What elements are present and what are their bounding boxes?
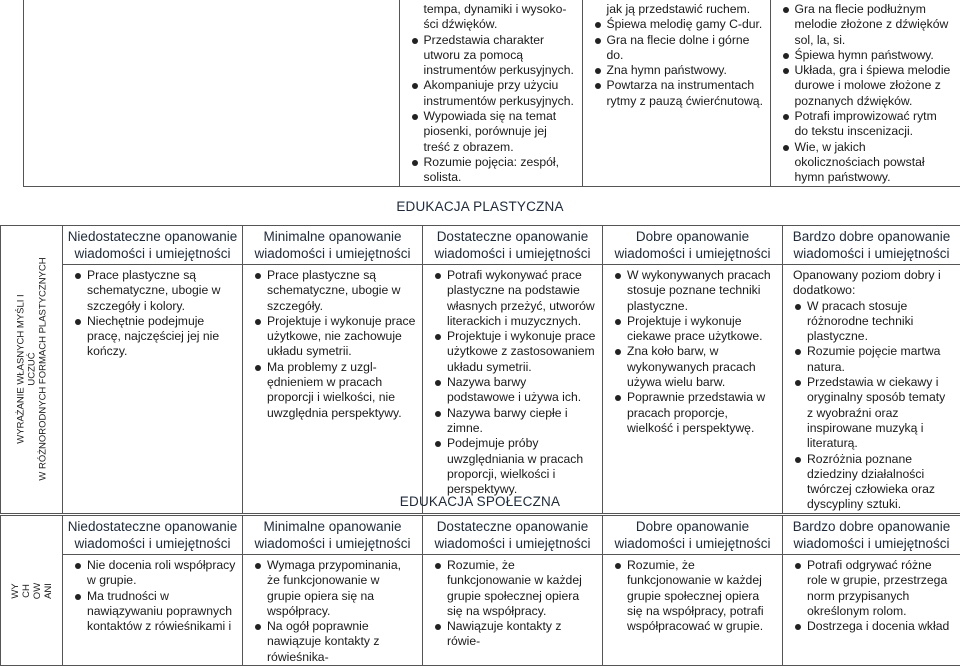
header-line: Dostateczne opanowanie [423,228,602,245]
list-item [410,17,576,32]
bullet-list [243,265,422,421]
bullet-icon [435,563,441,569]
bullet-list [423,265,602,497]
bullet-icon [615,395,621,401]
list-item [593,63,764,78]
bullet-icon [435,441,441,447]
header-line: wiadomości i umiejętności [603,535,782,552]
header-line: wiadomości i umiejętności [783,245,960,262]
row-label-line: CH [21,551,32,631]
bullet-icon [595,38,601,44]
row-label-line: WY [10,551,21,631]
list-item-text: Potrafi improwizować rytm do tekstu inscenizacji. [795,109,937,138]
header-line: Niedostateczne opanowanie [63,228,242,245]
list-item-text: Rozumie, że funkcjonowanie w każdej grupie społecznej opiera się na współpracy, potrafi współpracować w grupie. [627,558,764,633]
list-item-text: Przedstawia w ciekawy i oryginalny sposób tematy z wyobraźni oraz inspirowane muzyką i literaturą. [807,375,945,450]
bullet-icon [783,68,789,74]
bullet-icon [412,83,418,89]
music-col-sufficient [582,0,770,186]
bullet-list [63,555,242,634]
header-line: Bardzo dobre opanowanie [783,518,960,535]
list-item [73,589,236,635]
bullet-icon [795,380,801,386]
list-item [253,268,416,314]
art-education-table [0,225,960,514]
bullet-icon [412,114,418,120]
header-very-good [783,516,960,555]
list-item-text: Potrafi wykonywać prace plastyczne na podstawie własnych przeżyć, utworów literackich i muzycznych. [447,268,595,328]
list-item-text: Rozumie pojęcie martwa natura. [807,344,940,373]
list-item-text: Układa, gra i śpiewa melodie durowe i molowe złożone z poznanych dźwięków. [795,63,951,108]
header-line: Dostateczne opanowanie [423,518,602,535]
header-sufficient [423,516,603,555]
header-line: Niedostateczne opanowanie [63,518,242,535]
list-item [433,619,596,650]
header-line: wiadomości i umiejętności [603,245,782,262]
section-title-plastyczna: EDUKACJA PLASTYCZNA [0,199,960,214]
cell-insufficient [63,555,243,666]
list-item [593,17,764,32]
list-item-text: Wie, w jakich okolicznościach powstał hymn państwowy. [795,140,925,185]
row-label [15,251,48,487]
list-item [410,33,576,79]
header-line: wiadomości i umiejętności [783,535,960,552]
header-line: wiadomości i umiejętności [63,535,242,552]
bullet-icon [783,145,789,151]
bullet-icon [595,83,601,89]
bullet-icon [435,380,441,386]
bullet-icon [435,624,441,630]
list-item [73,314,236,360]
list-item-text: Powtarza na instrumentach rytmy z pauzą ćwierćnutową. [607,78,763,107]
row-label-line: ANI [43,551,54,631]
list-item-text: Wymaga przypominania, że funkcjonowanie w grupie opiera się na współpracy. [267,558,401,618]
bullet-list [423,555,602,650]
list-item [793,344,954,375]
list-item [781,48,954,63]
header-line: Dobre opanowanie [603,228,782,245]
cell-very-good [783,265,960,514]
list-item-text: tempa, dynamiki i wysoko- [424,2,567,16]
list-item-text: Prace plastyczne są schematyczne, ubogie w szczegóły i kolory. [87,268,220,313]
list-item-text: Prace plastyczne są schematyczne, ubogie w szczegóły. [267,268,400,313]
cell-insufficient [63,265,243,514]
list-item-text: W pracach stosuje różnorodne techniki plastyczne. [807,299,913,344]
list-item-text: Akompaniuje przy użyciu instrumentów perkusyjnych. [424,78,574,107]
list-item-text: Projektuje i wykonuje prace użytkowe z zastosowaniem układu symetrii. [447,329,595,374]
list-item-text: Potrafi odgrywać różne role w grupie, przestrzega norm przypisanych określonym rolom. [807,558,947,618]
list-item [433,558,596,619]
bullet-icon [75,563,81,569]
list-item [73,268,236,314]
cell-intro: Opanowany poziom dobry i dodatkowo: [783,265,960,299]
list-item-text: Projektuje i wykonuje prace użytkowe, nie zachowuje układu symetrii. [267,314,415,359]
list-item [781,109,954,140]
bullet-icon [435,273,441,279]
list-item-text: Gra na flecie podłużnym melodie złożone z dźwięków sol, la, si. [795,2,949,47]
list-item [793,375,954,451]
list-item [253,314,416,360]
bullet-list [583,0,770,109]
header-line: wiadomości i umiejętności [243,245,422,262]
list-item [793,299,954,345]
bullet-icon [615,349,621,355]
list-item-text: Dostrzega i docenia wkład [807,619,949,633]
bullet-list [243,555,422,665]
bullet-icon [795,349,801,355]
list-item-text: Zna koło barw, w wykonywanych pracach używa wielu barw. [627,344,756,389]
header-insufficient [63,516,243,555]
cell-minimal [243,555,423,666]
list-item-text: Śpiewa melodię gamy C-dur. [607,17,763,31]
list-item-text: Niechętnie podejmuje pracę, najczęściej jej nie kończy. [87,314,219,359]
row-label [10,551,54,631]
header-line: wiadomości i umiejętności [243,535,422,552]
list-item [433,329,596,375]
header-line: Minimalne opanowanie [243,518,422,535]
list-item-text: Gra na flecie dolne i górne do. [607,33,750,62]
row-label-line: WYRAŻANIE WŁASNYCH MYŚLI I [15,251,26,487]
music-continuation-table [0,0,960,187]
header-line: wiadomości i umiejętności [423,245,602,262]
bullet-icon [435,411,441,417]
list-item-text: jak ją przedstawić ruchem. [607,2,751,16]
list-item-text: Zna hymn państwowy. [607,63,727,77]
bullet-icon [412,160,418,166]
list-item [781,140,954,186]
header-line: Dobre opanowanie [603,518,782,535]
music-col-good [770,0,960,186]
list-item [781,63,954,109]
list-item-text: Śpiewa hymn państwowy. [795,48,934,62]
bullet-list [603,265,782,436]
bullet-icon [783,7,789,13]
bullet-icon [595,22,601,28]
header-sufficient [423,226,603,265]
header-good [603,226,783,265]
bullet-list [771,0,960,186]
list-item-text: W wykonywanych pracach stosuje poznane techniki plastyczne. [627,268,771,313]
list-item [793,619,954,634]
list-item [433,375,596,406]
bullet-list [63,265,242,360]
bullet-icon [615,563,621,569]
bullet-icon [75,273,81,279]
bullet-icon [795,457,801,463]
bullet-icon [255,624,261,630]
list-item-text: Przedstawia charakter utworu za pomocą instrumentów perkusyjnych. [424,33,574,78]
list-item-text: Na ogół poprawnie nawiązuje kontakty z rówieśnika- [267,619,379,664]
header-line: wiadomości i umiejętności [63,245,242,262]
bullet-icon [615,273,621,279]
spacer-cell [0,0,23,186]
cell-good [603,265,783,514]
row-label-line: OW [32,551,43,631]
bullet-icon [783,114,789,120]
bullet-icon [783,53,789,59]
list-item [613,344,776,390]
list-item [410,78,576,109]
bullet-icon [435,334,441,340]
header-line: wiadomości i umiejętności [423,535,602,552]
list-item [593,78,764,109]
bullet-list [603,555,782,634]
list-item [781,2,954,48]
bullet-icon [75,594,81,600]
row-label-cell [1,226,63,514]
bullet-icon [595,68,601,74]
section-title-spoleczna: EDUKACJA SPOŁECZNA [0,494,960,509]
bullet-icon [795,563,801,569]
list-item [410,109,576,155]
bullet-icon [75,319,81,325]
row-label-cell [1,516,63,666]
list-item [433,268,596,329]
list-item-text: Poprawnie przedstawia w pracach proporcje, wielkość i perspektywę. [627,390,765,435]
bullet-icon [795,304,801,310]
list-item [593,33,764,64]
bullet-icon [412,38,418,44]
bullet-icon [255,365,261,371]
cell-minimal [243,265,423,514]
row-label-line: W RÓŻNORODNYCH FORMACH PLASTYCZNYCH [37,251,48,487]
bullet-icon [795,624,801,630]
list-item [410,155,576,186]
header-minimal [243,516,423,555]
list-item [410,2,576,17]
bullet-list [783,299,960,513]
bullet-icon [255,319,261,325]
list-item-text: Rozróżnia poznane dziedziny działalności twórczej człowieka oraz dyscypliny sztuki. [807,452,935,512]
list-item-text: Wypowiada się na temat piosenki, porównuje jej treść z obrazem. [424,109,557,154]
bullet-list [400,0,582,186]
list-item [613,314,776,345]
social-education-table [0,515,960,666]
list-item-text: Nazywa barwy ciepłe i zimne. [447,406,568,435]
list-item [613,268,776,314]
header-minimal [243,226,423,265]
header-good [603,516,783,555]
list-item [253,360,416,421]
list-item-text: Rozumie pojęcia: zespół, solista. [424,155,560,184]
list-item-text: ści dźwięków. [424,17,498,31]
list-item-text: Podejmuje próby uwzględniania w pracach proporcji, wielkości i perspektywy. [447,436,583,496]
list-item [253,558,416,619]
row-label-line: UCZUĆ [26,251,37,487]
list-item [253,619,416,665]
spacer-cell [23,0,399,186]
list-item-text: Ma trudności w nawiązywaniu poprawnych kontaktów z rówieśnikami i [87,589,232,634]
list-item-text: Nazywa barwy podstawowe i używa ich. [447,375,581,404]
list-item [433,436,596,497]
cell-very-good [783,555,960,666]
list-item [793,558,954,619]
header-line: Bardzo dobre opanowanie [783,228,960,245]
music-col-minimal [399,0,582,186]
cell-sufficient [423,555,603,666]
list-item [433,406,596,437]
bullet-list [783,555,960,634]
list-item [613,390,776,436]
header-insufficient [63,226,243,265]
list-item [593,2,764,17]
cell-good [603,555,783,666]
bullet-icon [255,273,261,279]
list-item-text: Ma problemy z uzględnieniem w pracach proporcji i wielkości, nie uwzględnia perspektywy. [267,360,402,420]
bullet-icon [255,563,261,569]
list-item-text: Nie docenia roli współpracy w grupie. [87,558,235,587]
list-item-text: Nawiązuje kontakty z rówie- [447,619,561,648]
list-item-text: Rozumie, że funkcjonowanie w każdej grupie społecznej opiera się na współpracy. [447,558,582,618]
list-item-text: Projektuje i wykonuje ciekawe prace użytkowe. [627,314,762,343]
header-line: Minimalne opanowanie [243,228,422,245]
header-very-good [783,226,960,265]
cell-sufficient [423,265,603,514]
list-item [73,558,236,589]
list-item [613,558,776,634]
bullet-icon [615,319,621,325]
